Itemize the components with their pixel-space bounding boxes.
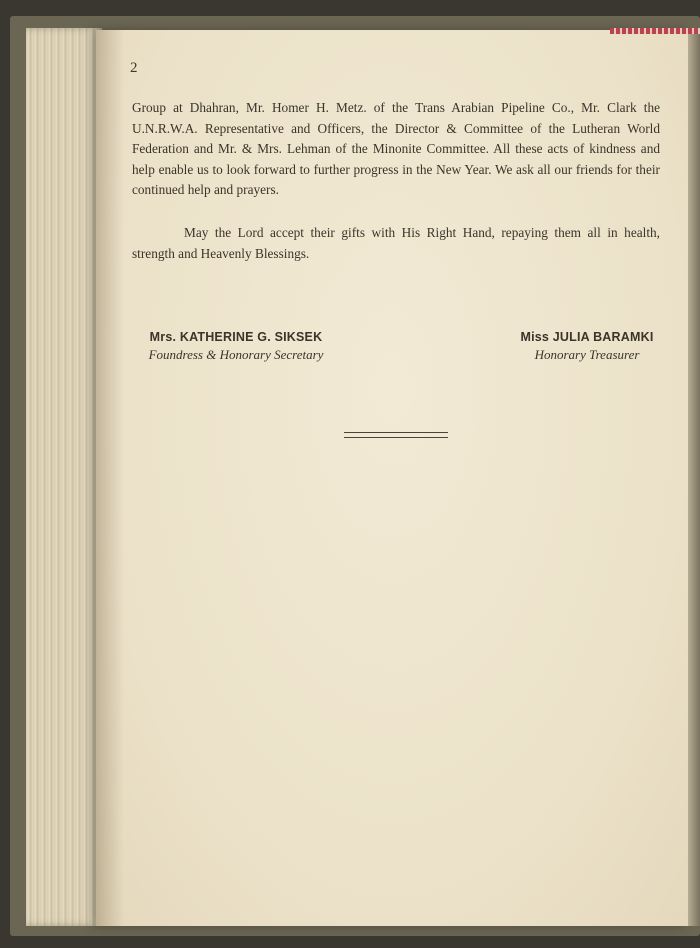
right-page-edge [688,30,700,926]
signature-left-name: Mrs. KATHERINE G. SIKSEK [149,330,323,344]
spine-shadow [96,30,124,926]
paragraph-blessing: May the Lord accept their gifts with His Right Hand, repaying them all in health, strength and Heavenly Blessings. [132,225,660,261]
signature-left [136,328,336,364]
signature-right-name: Miss JULIA BARAMKI [520,330,654,344]
signature-right [508,328,666,364]
book-page [96,30,688,926]
bookmark-ribbon [610,28,700,34]
page-edges [26,28,102,926]
double-rule-divider [344,432,448,438]
paragraph-acknowledgements: Group at Dhahran, Mr. Homer H. Metz. of the Trans Arabian Pipeline Co., Mr. Clark the U.N.R.W.A. Representative and Officers, the Director & Committee of the Lutheran World Federation and Mr. & Mrs. Lehman of the Minonite Committee. All these acts of kindness and help enable us to look forward to further progress in the New Year. We ask all our friends for their continued help and prayers. [132,100,660,198]
signature-right-title: Honorary Treasurer [534,347,640,362]
signature-left-title: Foundress & Honorary Secretary [148,347,324,362]
page-number: 2 [130,60,138,76]
